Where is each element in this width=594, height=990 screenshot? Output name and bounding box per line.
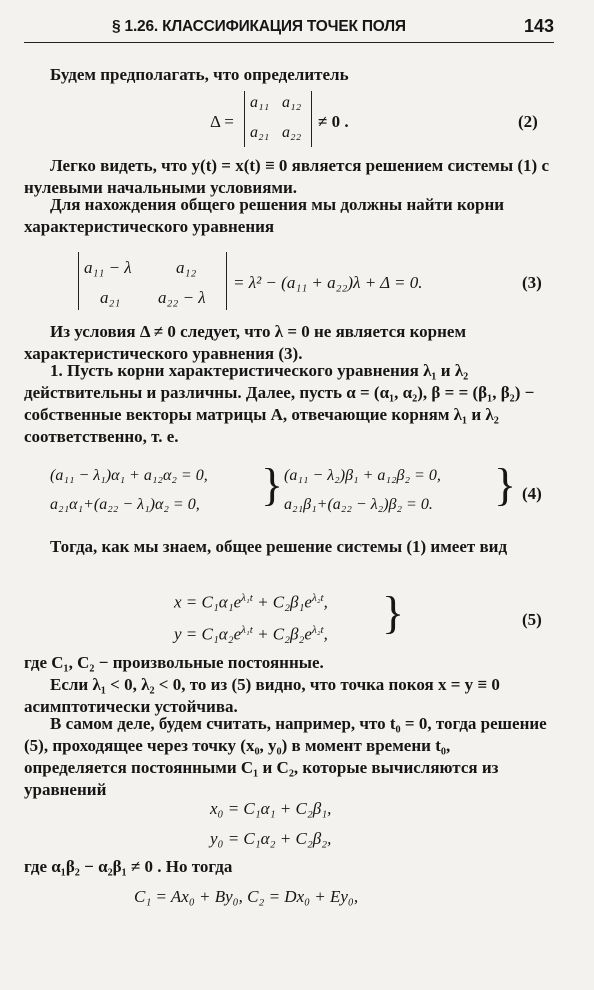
header-rule (24, 42, 554, 43)
eq3-left-bar (78, 252, 79, 310)
eq2-a22: a₂₂ (282, 124, 302, 141)
eq2-rhs: ≠ 0 . (318, 112, 349, 131)
paragraph-3: Для нахождения общего решения мы должны найти корни характеристического уравнения (24, 195, 505, 236)
paragraph-6: Тогда, как мы знаем, общее решение системы (1) имеет вид (50, 537, 508, 556)
paragraph-10: где α₁β₂ − α₂β₁ ≠ 0 . Но тогда (24, 857, 233, 876)
eq4-right-line2: a₂₁β₁+(a₂₂ − λ₂)β₂ = 0. (284, 496, 433, 513)
eq6-line2: y₀ = C₁α₂ + C₂β₂, (210, 829, 332, 848)
eq2-a11: a₁₁ (250, 94, 270, 111)
paragraph-2: Легко видеть, что y(t) = x(t) ≡ 0 является решением системы (1) с нулевыми начальными условиями. (24, 156, 550, 197)
page-number: 143 (523, 16, 554, 36)
eq3-rhs: = λ² − (a₁₁ + a₂₂)λ + Δ = 0. (233, 273, 423, 292)
eq3-m11: a₁₁ − λ (84, 258, 132, 277)
eq3-m22: a₂₂ − λ (158, 288, 206, 307)
eq3-number: (3) (522, 273, 542, 292)
eq5-number: (5) (522, 610, 542, 629)
paragraph-7: где C₁, C₂ − произвольные постоянные. (24, 653, 324, 672)
paragraph-1: Будем предполагать, что определитель (50, 65, 349, 84)
paragraph-9: В самом деле, будем считать, например, что t₀ = 0, тогда решение (5), проходящее через точку (x₀, y₀) в момент времени t₀, определяется постоянными C₁ и C₂, которые вычисляются из уравнений (24, 714, 547, 799)
eq5-line1: $x = C_1\alpha_1e^{\lambda_1t} + C_2\beta_1e^{\lambda_2t}$, (174, 592, 328, 612)
eq3-m21: a₂₁ (100, 288, 121, 307)
eq4-right-brace: } (494, 459, 517, 510)
eq5-brace: } (382, 587, 405, 638)
eq6-line1: x₀ = C₁α₁ + C₂β₁, (210, 799, 332, 818)
paragraph-8: Если λ₁ < 0, λ₂ < 0, то из (5) видно, что точка покоя x = y ≡ 0 асимптотически устойчива. (24, 675, 500, 716)
eq4-left-line1: (a₁₁ − λ₁)α₁ + a₁₂α₂ = 0, (50, 467, 208, 484)
eq2-right-bar (311, 91, 312, 147)
paragraph-5: 1. Пусть корни характеристического уравнения λ₁ и λ₂ действительны и различны. Далее, пусть α = (α₁, α₂), β = = (β₁, β₂) − собственные векторы матрицы A, отвечающие корням λ₁ и λ₂ соответственно, т. е. (24, 361, 535, 446)
eq4-left-line2: a₂₁α₁+(a₂₂ − λ₁)α₂ = 0, (50, 496, 200, 513)
eq4-left-brace: } (261, 459, 284, 510)
eq4-number: (4) (522, 484, 542, 503)
section-title: § 1.26. КЛАССИФИКАЦИЯ ТОЧЕК ПОЛЯ (112, 18, 406, 35)
eq2-number: (2) (518, 112, 538, 131)
eq3-right-bar (226, 252, 227, 310)
eq3-m12: a₁₂ (176, 258, 197, 277)
eq7-line: C₁ = Ax₀ + By₀, C₂ = Dx₀ + Ey₀, (134, 887, 359, 906)
eq2-a12: a₁₂ (282, 94, 302, 111)
eq2-a21: a₂₁ (250, 124, 270, 141)
eq2-lhs: Δ = (210, 112, 234, 131)
eq5-line2: $y = C_1\alpha_2e^{\lambda_1t} + C_2\beta_2e^{\lambda_2t}$, (174, 624, 328, 644)
eq2-left-bar (244, 91, 245, 147)
eq4-right-line1: (a₁₁ − λ₂)β₁ + a₁₂β₂ = 0, (284, 467, 441, 484)
paragraph-4: Из условия Δ ≠ 0 следует, что λ = 0 не является корнем характеристического уравнения (3). (24, 322, 467, 363)
